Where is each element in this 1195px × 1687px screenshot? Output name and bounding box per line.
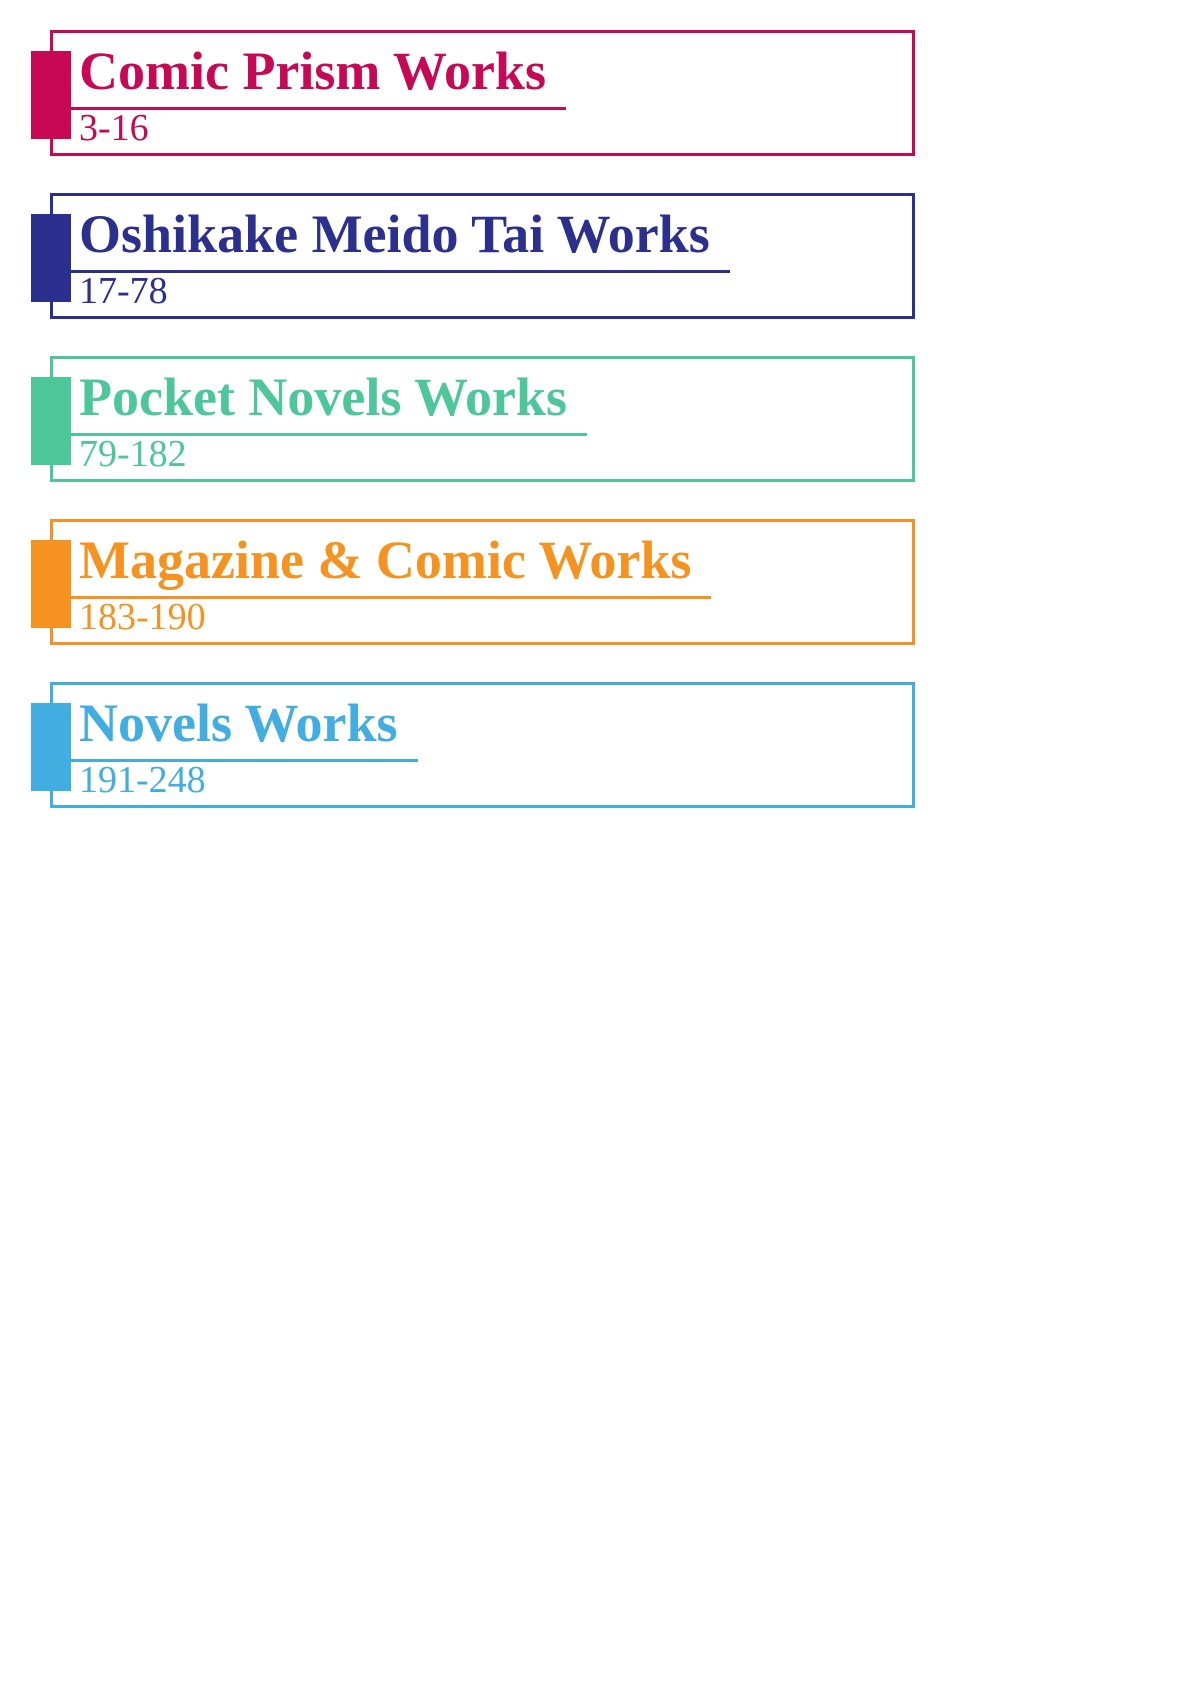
section-page-range: 17-78 (79, 270, 168, 312)
section-title: Magazine & Comic Works (79, 530, 692, 590)
section-title-underline (71, 361, 587, 436)
table-of-contents (0, 0, 1195, 808)
toc-section-novels[interactable] (50, 682, 915, 808)
section-title: Pocket Novels Works (79, 367, 567, 427)
toc-section-magazine-comic[interactable] (50, 519, 915, 645)
section-page-range: 191-248 (79, 759, 206, 801)
section-title: Comic Prism Works (79, 41, 546, 101)
section-color-tab (31, 540, 71, 628)
section-title-underline (71, 198, 730, 273)
section-color-tab (31, 214, 71, 302)
toc-section-pocket-novels[interactable] (50, 356, 915, 482)
section-color-tab (31, 51, 71, 139)
section-title-underline (71, 524, 711, 599)
section-page-range: 183-190 (79, 596, 206, 638)
section-page-range: 79-182 (79, 433, 187, 475)
section-title: Oshikake Meido Tai Works (79, 204, 710, 264)
section-page-range: 3-16 (79, 107, 149, 149)
section-title-underline (71, 687, 418, 762)
section-title: Novels Works (79, 693, 398, 753)
section-color-tab (31, 377, 71, 465)
toc-section-oshikake-meido-tai[interactable] (50, 193, 915, 319)
section-title-underline (71, 35, 566, 110)
toc-section-comic-prism[interactable] (50, 30, 915, 156)
section-color-tab (31, 703, 71, 791)
